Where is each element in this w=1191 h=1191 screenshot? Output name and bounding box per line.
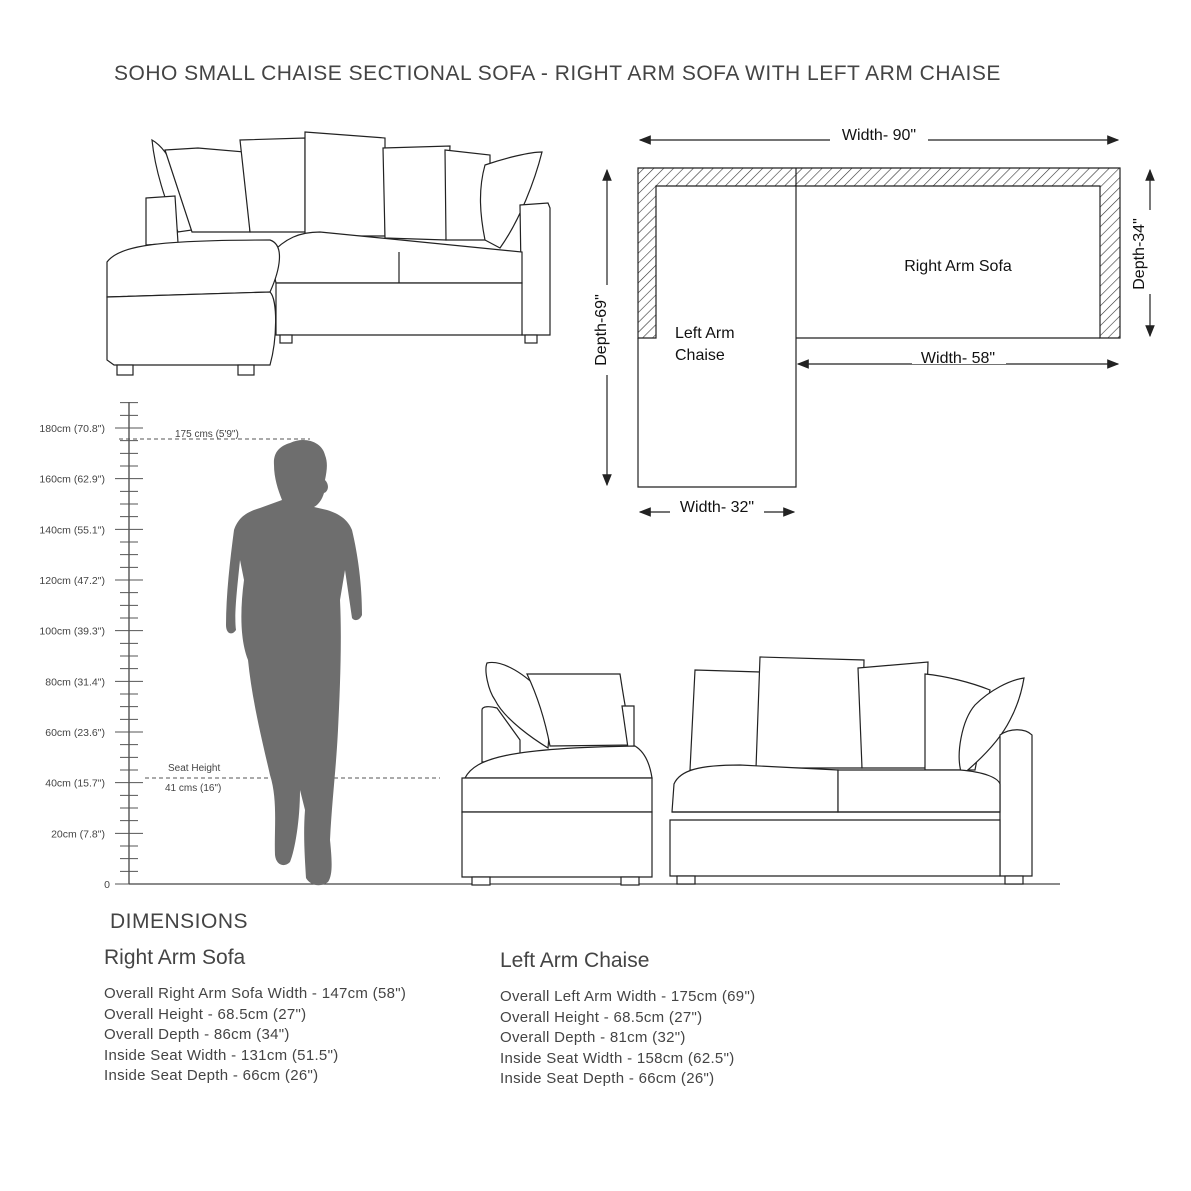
dimensions-heading: DIMENSIONS: [110, 910, 249, 933]
sofa-dimensions-title: Right Arm Sofa: [104, 946, 246, 969]
scale-tick-label: 180cm (70.8"): [39, 423, 105, 435]
scale-tick-label: 100cm (39.3"): [39, 625, 105, 638]
depth-sofa-label: Depth-34": [1131, 218, 1148, 290]
depth-total-label: Depth-69": [593, 294, 610, 366]
chaise-dimension-line: Overall Height - 68.5cm (27"): [500, 1008, 703, 1026]
sofa-dimension-line: Overall Height - 68.5cm (27"): [104, 1005, 307, 1023]
chaise-dimension-line: Overall Depth - 81cm (32"): [500, 1029, 686, 1046]
scale-tick-label: 0: [104, 879, 110, 891]
chaise-dimension-line: Inside Seat Depth - 66cm (26"): [500, 1070, 715, 1087]
scale-tick-label: 140cm (55.1"): [39, 524, 105, 537]
plan-hatched-frame: [638, 168, 1120, 338]
sofa-elevation: [670, 657, 1032, 884]
sofa-dimension-line: Overall Depth - 86cm (34"): [104, 1026, 290, 1043]
plan-sofa-label: Right Arm Sofa: [904, 258, 1012, 275]
chaise-dimension-line: Inside Seat Width - 158cm (62.5"): [500, 1049, 735, 1067]
sofa-dimension-line: Inside Seat Depth - 66cm (26"): [104, 1067, 319, 1084]
page-title: SOHO SMALL CHAISE SECTIONAL SOFA - RIGHT ARM SOFA WITH LEFT ARM CHAISE: [114, 62, 1001, 85]
human-silhouette: [226, 440, 362, 885]
sofa-dimensions-block: [104, 946, 406, 1087]
sofa-dimension-line: Inside Seat Width - 131cm (51.5"): [104, 1046, 339, 1064]
plan-chaise-label-line2: Chaise: [675, 347, 725, 364]
scale-tick-label: 160cm (62.9"): [39, 473, 105, 486]
scale-tick-label: 80cm (31.4"): [45, 676, 105, 689]
chaise-dimensions-block: [500, 949, 755, 1090]
width-chaise-label: Width- 32": [679, 499, 755, 516]
seat-height-label: Seat Height: [168, 763, 221, 774]
scale-tick-label: 40cm (15.7"): [45, 777, 105, 790]
chaise-elevation: [462, 662, 652, 885]
width-sofa-label: Width- 58": [920, 350, 996, 367]
sofa-dimension-line: Overall Right Arm Sofa Width - 147cm (58"): [104, 985, 407, 1002]
plan-chaise-label-line1: Left Arm: [675, 325, 735, 342]
width-total-label: Width- 90": [841, 127, 917, 144]
seat-height-value: 41 cms (16"): [165, 783, 222, 794]
chaise-dimension-line: Overall Left Arm Width - 175cm (69"): [500, 988, 756, 1005]
scale-tick-label: 60cm (23.6"): [45, 727, 105, 739]
scale-tick-label: 20cm (7.8"): [51, 828, 105, 841]
person-height-label: 175 cms (5'9"): [175, 429, 239, 440]
chaise-dimensions-title: Left Arm Chaise: [500, 949, 650, 972]
plan-view: [590, 124, 1152, 516]
sectional-perspective-drawing: [107, 132, 550, 375]
scale-tick-label: 120cm (47.2"): [39, 575, 105, 587]
